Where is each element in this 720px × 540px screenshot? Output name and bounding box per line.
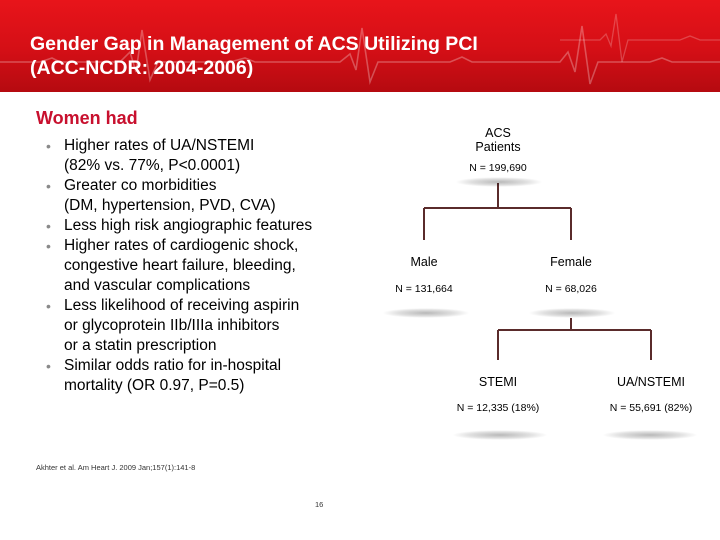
node-label: UA/NSTEMI (616, 375, 686, 389)
page-number: 16 (315, 500, 324, 509)
bullet-icon: • (46, 358, 51, 374)
bullet-icon: • (46, 178, 51, 194)
node-count: N = 199,690 (469, 162, 527, 174)
node-count: N = 55,691 (82%) (609, 402, 693, 414)
bullet-icon: • (46, 238, 51, 254)
node-ua-nstemi (591, 375, 711, 414)
node-shadow (602, 430, 698, 440)
bullet-text: or glycoprotein IIb/IIIa inhibitors (64, 317, 280, 334)
node-label: Patients (475, 140, 521, 154)
node-label: STEMI (478, 375, 518, 389)
node-label: ACS (485, 126, 511, 140)
bullet-icon: • (46, 298, 51, 314)
node-female (521, 255, 621, 295)
bullet-text: (82% vs. 77%, P<0.0001) (64, 157, 241, 174)
bullet-text: or a statin prescription (64, 337, 217, 354)
citation: Akhter et al. Am Heart J. 2009 Jan;157(1):141-8 (36, 463, 196, 472)
bullet-text: Greater co morbidities (64, 177, 217, 194)
bullet-icon: • (46, 138, 51, 154)
node-count: N = 68,026 (545, 283, 597, 295)
bullet-text: Less high risk angiographic features (64, 217, 313, 234)
node-stemi (438, 375, 558, 414)
node-count: N = 12,335 (18%) (456, 402, 540, 414)
node-shadow (452, 430, 548, 440)
subheading: Women had (36, 108, 138, 128)
bullet-text: mortality (OR 0.97, P=0.5) (64, 377, 245, 394)
node-shadow (382, 308, 470, 318)
node-shadow (455, 177, 543, 187)
bullet-text: Similar odds ratio for in-hospital (64, 357, 282, 374)
bullet-text: Higher rates of UA/NSTEMI (64, 137, 255, 154)
bullet-text: congestive heart failure, bleeding, (64, 257, 296, 274)
bullet-text: (DM, hypertension, PVD, CVA) (64, 197, 276, 214)
node-acs-patients (448, 126, 548, 174)
bullet-text: Less likelihood of receiving aspirin (64, 297, 300, 314)
node-shadow (528, 308, 616, 318)
title-line-2: (ACC-NCDR: 2004-2006) (30, 57, 254, 79)
node-count: N = 131,664 (395, 283, 453, 295)
node-male (374, 255, 474, 295)
node-label: Male (410, 255, 438, 269)
bullet-text: Higher rates of cardiogenic shock, (64, 237, 299, 254)
bullet-text: and vascular complications (64, 277, 251, 294)
node-label: Female (550, 255, 592, 269)
bullet-icon: • (46, 218, 51, 234)
title-line-1: Gender Gap in Management of ACS Utilizing PCI (30, 33, 478, 55)
